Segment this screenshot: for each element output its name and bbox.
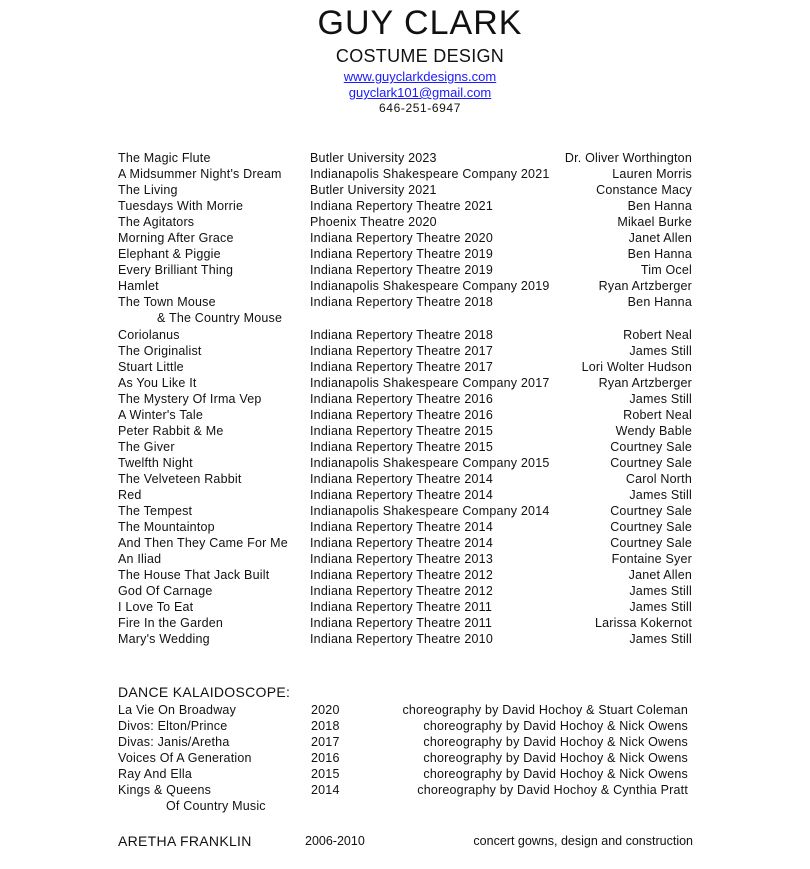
credit-venue: Indiana Repertory Theatre 2010 — [310, 632, 493, 647]
credit-venue: Indianapolis Shakespeare Company 2014 — [310, 504, 550, 519]
credit-row — [0, 552, 810, 568]
credit-show: Peter Rabbit & Me — [118, 423, 224, 438]
credit-venue: Indianapolis Shakespeare Company 2017 — [310, 375, 550, 390]
credit-show: The Town Mouse — [118, 295, 216, 310]
credit-venue: Indiana Repertory Theatre 2020 — [310, 231, 493, 246]
credit-show: The Magic Flute — [118, 151, 211, 165]
credit-row — [0, 376, 810, 392]
credit-director: Constance Macy — [596, 183, 692, 198]
credit-venue: Indiana Repertory Theatre 2014 — [310, 471, 493, 486]
dance-row — [0, 735, 810, 751]
credit-show: The Giver — [118, 439, 175, 454]
credit-row — [0, 520, 810, 536]
credit-show: And Then They Came For Me — [118, 536, 288, 551]
aretha-name: ARETHA FRANKLIN — [118, 833, 252, 849]
dance-choreography: choreography by David Hochoy & Nick Owens — [423, 767, 688, 781]
credit-director: Robert Neal — [623, 407, 692, 422]
credit-show: & The Country Mouse — [157, 311, 283, 326]
credit-venue: Indiana Repertory Theatre 2016 — [310, 407, 493, 422]
credit-director: Larissa Kokernot — [595, 616, 692, 631]
credit-venue: Indiana Repertory Theatre 2014 — [310, 536, 493, 551]
dance-choreography: choreography by David Hochoy & Stuart Coleman — [402, 703, 688, 717]
credit-row — [0, 408, 810, 424]
dance-row — [0, 703, 810, 719]
credit-director: Lori Wolter Hudson — [581, 359, 692, 374]
credit-director: Dr. Oliver Worthington — [564, 151, 692, 165]
credit-row — [0, 360, 810, 376]
dance-section-heading: DANCE KALAIDOSCOPE: — [118, 684, 291, 700]
credit-show: I Love To Eat — [118, 600, 194, 615]
credit-director: James Still — [629, 632, 692, 647]
credit-director: Ryan Artzberger — [598, 375, 692, 390]
dance-show: Divas: Janis/Aretha — [118, 735, 230, 749]
credit-venue: Indiana Repertory Theatre 2011 — [310, 616, 493, 631]
credit-show: Morning After Grace — [118, 231, 234, 246]
credit-venue: Butler University 2021 — [310, 183, 437, 198]
credit-venue: Indiana Repertory Theatre 2017 — [310, 343, 493, 358]
credit-row — [0, 616, 810, 632]
credit-director: Janet Allen — [628, 231, 692, 246]
credit-show: God Of Carnage — [118, 584, 213, 599]
credit-venue: Indiana Repertory Theatre 2015 — [310, 439, 493, 454]
dance-year: 2020 — [311, 703, 340, 717]
theatre-credits-list — [0, 151, 810, 648]
credit-show: A Midsummer Night's Dream — [118, 167, 282, 182]
credit-row — [0, 568, 810, 584]
dance-choreography: choreography by David Hochoy & Cynthia Pratt — [417, 783, 688, 797]
credit-show: Coriolanus — [118, 327, 180, 342]
credit-venue: Phoenix Theatre 2020 — [310, 215, 437, 230]
credit-venue: Indiana Repertory Theatre 2014 — [310, 487, 493, 502]
credit-row — [0, 295, 810, 311]
credit-show: The Originalist — [118, 343, 202, 358]
credit-venue: Indiana Repertory Theatre 2019 — [310, 263, 493, 278]
credit-show: The Tempest — [118, 504, 193, 519]
credit-venue: Indiana Repertory Theatre 2012 — [310, 568, 493, 583]
credit-row — [0, 167, 810, 183]
credit-director: Ben Hanna — [627, 295, 692, 310]
credit-venue: Butler University 2023 — [310, 151, 437, 165]
credit-director: Janet Allen — [628, 568, 692, 583]
credit-row — [0, 247, 810, 263]
credit-director: Carol North — [625, 471, 692, 486]
dance-row — [0, 799, 810, 815]
credit-row — [0, 231, 810, 247]
credit-show: Elephant & Piggie — [118, 247, 221, 262]
dance-row — [0, 783, 810, 799]
dance-row — [0, 767, 810, 783]
credit-show: Hamlet — [118, 279, 159, 294]
credit-director: Ben Hanna — [627, 199, 692, 214]
credit-venue: Indiana Repertory Theatre 2015 — [310, 423, 493, 438]
dance-show: Ray And Ella — [118, 767, 192, 781]
credit-row — [0, 215, 810, 231]
credit-director: Courtney Sale — [610, 439, 692, 454]
credit-row — [0, 488, 810, 504]
credit-row — [0, 199, 810, 215]
credit-show: Mary's Wedding — [118, 632, 210, 647]
credit-venue: Indiana Repertory Theatre 2012 — [310, 584, 493, 599]
credit-row — [0, 504, 810, 520]
credit-venue: Indiana Repertory Theatre 2019 — [310, 247, 493, 262]
dance-choreography: choreography by David Hochoy & Nick Owens — [423, 735, 688, 749]
dance-show: Divos: Elton/Prince — [118, 719, 228, 733]
credit-show: The Agitators — [118, 215, 195, 230]
dance-year: 2017 — [311, 735, 340, 749]
email-link[interactable]: guyclark101@gmail.com — [348, 85, 492, 100]
credit-show: The Velveteen Rabbit — [118, 471, 242, 486]
credit-row — [0, 472, 810, 488]
credit-director: James Still — [629, 600, 692, 615]
credit-show: Stuart Little — [118, 359, 184, 374]
credit-row — [0, 311, 810, 327]
credit-row — [0, 263, 810, 279]
credit-show: As You Like It — [118, 375, 197, 390]
aretha-years: 2006-2010 — [305, 834, 365, 848]
credit-director: Fontaine Syer — [611, 552, 692, 567]
dance-choreography: choreography by David Hochoy & Nick Owens — [423, 719, 688, 733]
credit-row — [0, 392, 810, 408]
credit-row — [0, 440, 810, 456]
credit-venue: Indianapolis Shakespeare Company 2021 — [310, 167, 550, 182]
credit-director: Tim Ocel — [640, 263, 692, 278]
credit-director: James Still — [629, 343, 692, 358]
dance-show: Voices Of A Generation — [118, 751, 252, 765]
credit-show: Red — [118, 487, 142, 502]
dance-credits-list — [0, 703, 810, 815]
credit-venue: Indiana Repertory Theatre 2017 — [310, 359, 493, 374]
credit-row — [0, 279, 810, 295]
credit-director: Ryan Artzberger — [598, 279, 692, 294]
dance-show: Kings & Queens — [118, 783, 212, 797]
credit-director: Lauren Morris — [612, 167, 692, 182]
phone-number: 646-251-6947 — [379, 101, 461, 115]
credit-director: Mikael Burke — [617, 215, 692, 230]
dance-year: 2015 — [311, 767, 340, 781]
credit-venue: Indiana Repertory Theatre 2016 — [310, 391, 493, 406]
dance-year: 2016 — [311, 751, 340, 765]
credit-show: The Mountaintop — [118, 520, 215, 535]
credit-director: James Still — [629, 584, 692, 599]
credit-show: An Iliad — [118, 552, 162, 567]
credit-venue: Indiana Repertory Theatre 2011 — [310, 600, 493, 615]
credit-venue: Indiana Repertory Theatre 2021 — [310, 199, 493, 214]
credit-show: The House That Jack Built — [118, 568, 270, 583]
credit-show: Tuesdays With Morrie — [118, 199, 244, 214]
credit-show: The Mystery Of Irma Vep — [118, 391, 262, 406]
credit-venue: Indianapolis Shakespeare Company 2019 — [310, 279, 550, 294]
credit-director: Ben Hanna — [627, 247, 692, 262]
credit-show: Fire In the Garden — [118, 616, 224, 631]
credit-row — [0, 456, 810, 472]
credit-show: Every Brilliant Thing — [118, 263, 234, 278]
credit-show: The Living — [118, 183, 178, 198]
credit-row — [0, 632, 810, 648]
dance-year: 2014 — [311, 783, 340, 797]
credit-venue: Indiana Repertory Theatre 2013 — [310, 552, 493, 567]
credit-show: Twelfth Night — [118, 455, 193, 470]
dance-show: Of Country Music — [166, 799, 266, 813]
credit-venue: Indiana Repertory Theatre 2014 — [310, 520, 493, 535]
credit-director: Courtney Sale — [610, 455, 692, 470]
dance-row — [0, 719, 810, 735]
aretha-note: concert gowns, design and construction — [473, 834, 693, 848]
credit-director: Wendy Bable — [615, 423, 692, 438]
credit-venue: Indianapolis Shakespeare Company 2015 — [310, 455, 550, 470]
dance-choreography: choreography by David Hochoy & Nick Owens — [423, 751, 688, 765]
credit-row — [0, 536, 810, 552]
dance-row — [0, 751, 810, 767]
credit-director: Robert Neal — [623, 327, 692, 342]
dance-show: La Vie On Broadway — [118, 703, 237, 717]
designer-name: GUY CLARK — [317, 4, 523, 42]
credit-row — [0, 424, 810, 440]
credit-row — [0, 328, 810, 344]
website-link[interactable]: www.guyclarkdesigns.com — [343, 69, 497, 84]
credit-venue: Indiana Repertory Theatre 2018 — [310, 295, 493, 310]
designer-title: COSTUME DESIGN — [335, 46, 505, 66]
credit-show: A Winter's Tale — [118, 407, 204, 422]
credit-director: Courtney Sale — [610, 536, 692, 551]
credit-row — [0, 151, 810, 167]
credit-row — [0, 183, 810, 199]
credit-director: Courtney Sale — [610, 520, 692, 535]
credit-director: James Still — [629, 487, 692, 502]
dance-year: 2018 — [311, 719, 340, 733]
credit-row — [0, 344, 810, 360]
credit-director: James Still — [629, 391, 692, 406]
credit-row — [0, 584, 810, 600]
credit-venue: Indiana Repertory Theatre 2018 — [310, 327, 493, 342]
credit-row — [0, 600, 810, 616]
credit-director: Courtney Sale — [610, 504, 692, 519]
